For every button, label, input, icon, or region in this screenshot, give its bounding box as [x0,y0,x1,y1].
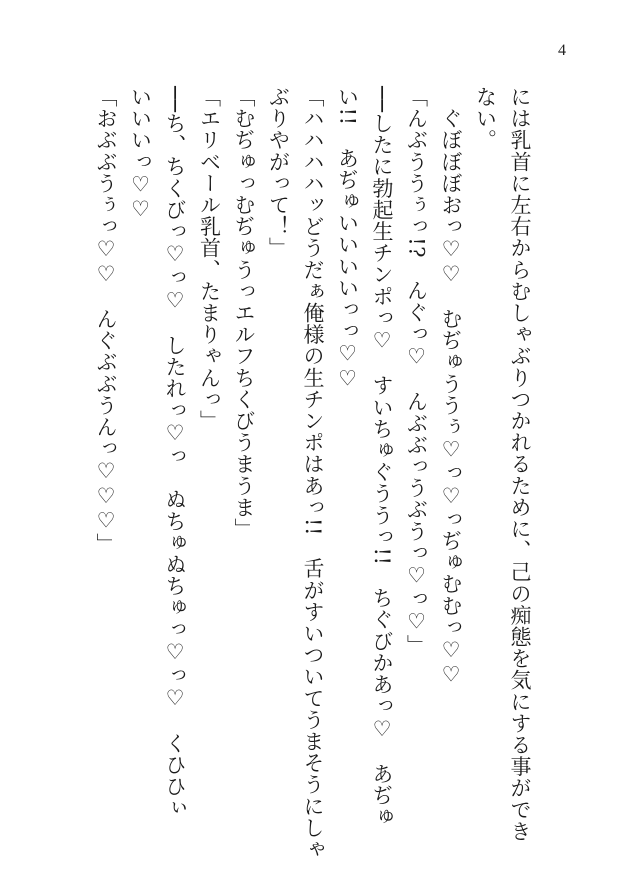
text-line: ない。 [473,86,498,151]
text-line: 「ハハハハッどうだぁ俺様の生チンポはあっ!! 舌がすいついてうまそうにしゃ [301,86,325,861]
text-line: ぶりやがって！」 [266,86,291,259]
text-line: ぐぼぼぼおっ♡♡ むぢゅううぅ♡っ♡っぢゅむむっ♡♡ [439,86,463,688]
text-line: 「おぶぶうぅっ♡♡ んぐぶぶうんっ♡♡♡」 [94,86,118,555]
text-line: い!! あぢゅいいいいっっ♡♡ [335,86,360,391]
text-line: には乳首に左右からむしゃぶりつかれるために、己の痴態を気にする事ができ [508,86,532,842]
text-line: 「エリベール乳首、たまりゃんっ」 [197,86,222,432]
text-line: 「んぶううぅっ!? んぐっ♡ んぶぶっうぶうっ♡っ♡」 [404,86,429,656]
text-line: いいいっ♡♡ [128,86,153,222]
text-line: 「むぢゅっむぢゅうっエルフちくびうまうま」 [232,86,256,540]
text-line: ──したに勃起生チンポっ♡ すいちゅぐううっ!! ちぐびかあっ♡ あぢゅ [370,86,394,828]
vertical-text-block [89,86,538,861]
page-number: 4 [558,42,566,59]
text-line: ──ち、ちくびっ♡っ♡ したれっ♡っ ぬちゅぬちゅっ♡っ♡ くひひぃ [163,86,187,819]
